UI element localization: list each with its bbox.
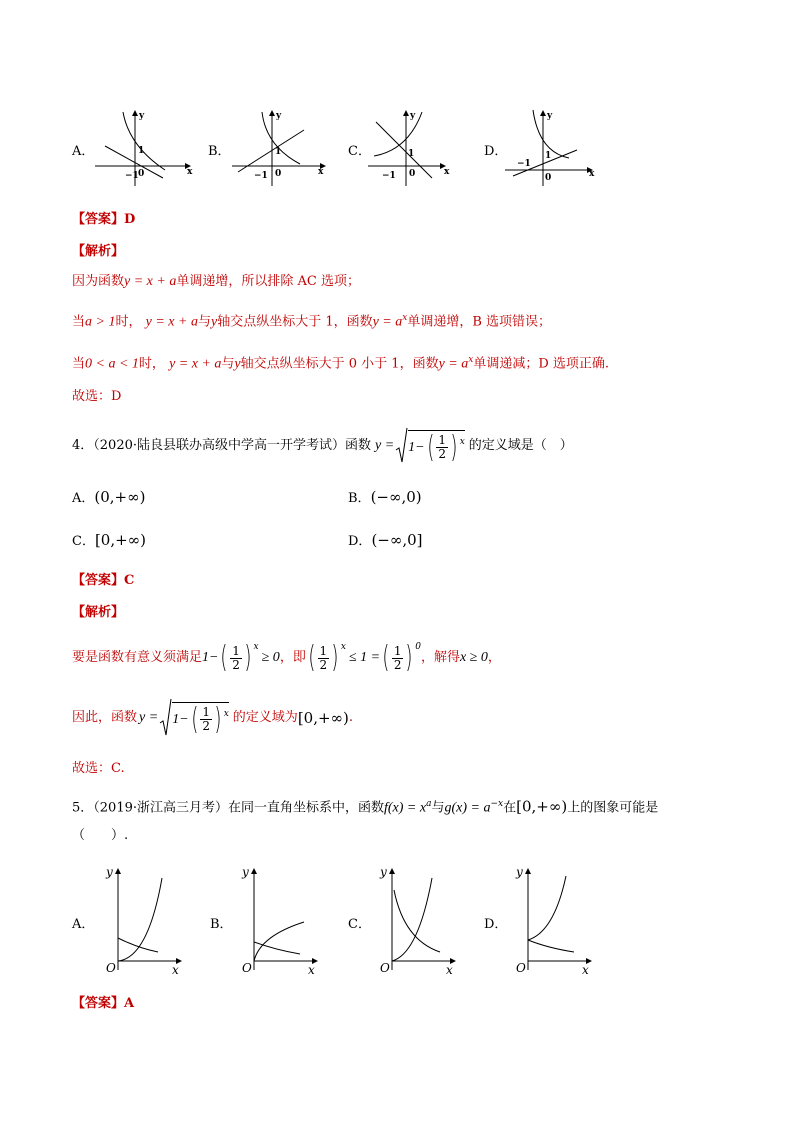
svg-text:y: y: [276, 111, 282, 121]
svg-text:1: 1: [408, 149, 415, 159]
q4-analysis-line-2: 因此，函数 y = 1− ( $\frac{1}{2}$ ) x 的定义域为 [0,+∞) .: [72, 698, 353, 738]
svg-text:y: y: [139, 111, 145, 121]
q4-option-a: A．(0,+∞): [72, 488, 146, 506]
sqrt-sign: [160, 699, 172, 737]
q3-analysis-tag: 【解析】: [72, 244, 125, 259]
q3-graph-a: [95, 108, 195, 188]
svg-text:x: x: [318, 167, 324, 177]
svg-text:y: y: [547, 111, 553, 121]
q5-stem-line-2: （ ）.: [72, 828, 129, 843]
svg-text:y: y: [410, 111, 416, 121]
q3-answer: [72, 208, 135, 227]
svg-text:x: x: [582, 963, 589, 977]
svg-text:0: 0: [275, 169, 282, 179]
q5-answer: 【答案】A: [72, 996, 135, 1011]
q4-stem: 4．（2020·陆良县联办高级中学高一开学考试）函数 y = 1− ( $\frac{1}{2}$ ) x 的定义域是（ ）: [72, 429, 573, 465]
q4-option-b: B．(−∞,0): [348, 488, 422, 506]
q5-option-a-label: A．: [72, 917, 95, 932]
q3-graph-c: [368, 108, 468, 188]
answer-tag: 【答案】: [72, 212, 125, 227]
q3-graph-b: [232, 108, 332, 188]
svg-text:1: 1: [138, 146, 145, 156]
q5-graph-b: [236, 862, 326, 977]
q3-graph-d: [505, 108, 605, 188]
q3-choose: 故选：D: [72, 389, 122, 404]
svg-text:O: O: [242, 961, 252, 975]
svg-text:x: x: [446, 963, 453, 977]
svg-text:x: x: [589, 169, 595, 179]
svg-text:x: x: [308, 963, 315, 977]
q5-graph-a: [100, 862, 190, 977]
svg-text:x: x: [172, 963, 179, 977]
q5-stem-line-1: 5．（2019·浙江高三月考）在同一直角坐标系中，函数$f(x) = x^a$与$g(x) = a^{-x}$在[0,+∞)上的图象可能是: [72, 797, 659, 816]
svg-text:0: 0: [138, 169, 145, 179]
q4-option-c: C．[0,+∞): [72, 531, 147, 549]
svg-text:−1: −1: [517, 159, 531, 169]
svg-text:1: 1: [545, 151, 552, 161]
svg-text:y: y: [516, 865, 523, 879]
q3-analysis-line-1: 因为函数y = x + a单调递增，所以排除 AC 选项；: [72, 274, 360, 289]
svg-text:O: O: [106, 961, 116, 975]
svg-text:1: 1: [275, 147, 282, 157]
q5-graph-c: [374, 862, 464, 977]
q5-graph-d: [510, 862, 600, 977]
q4-analysis-line-1: 要是函数有意义须满足 1− ( $\frac{1}{2}$ ) x ≥ 0 ，即 ( $\frac{1}{2}$ ) x ≤ 1 = ( $\frac{1}{2}$ ) 0 ，解得 x ≥ 0 ，: [72, 640, 501, 675]
svg-text:y: y: [380, 865, 387, 879]
svg-text:y: y: [106, 865, 113, 879]
q4-choose: 故选：C.: [72, 761, 125, 776]
q4-answer: 【答案】C: [72, 573, 135, 588]
svg-text:−1: −1: [254, 171, 268, 181]
q3-option-d-label: D．: [484, 144, 508, 159]
svg-text:O: O: [380, 961, 390, 975]
q3-analysis-line-3: 当0 < a < 1时， y = x + a与y轴交点纵坐标大于 0 小于 1，函数$y = a^x$单调递减；D 选项正确.: [72, 355, 610, 372]
svg-text:x: x: [187, 167, 193, 177]
svg-text:0: 0: [545, 173, 552, 183]
q4-option-d: D．(−∞,0]: [348, 531, 423, 549]
svg-text:x: x: [444, 167, 450, 177]
q3-option-a-label: A．: [72, 144, 95, 159]
svg-text:−1: −1: [125, 171, 139, 181]
svg-text:y: y: [242, 865, 249, 879]
q3-option-b-label: B．: [208, 144, 231, 159]
sqrt-sign: [396, 428, 408, 464]
q4-analysis-tag: 【解析】: [72, 605, 125, 620]
q3-option-c-label: C．: [348, 144, 371, 159]
svg-text:0: 0: [409, 169, 416, 179]
svg-text:O: O: [516, 961, 526, 975]
answer-value: D: [124, 212, 136, 227]
q5-option-c-label: C．: [348, 917, 371, 932]
svg-text:−1: −1: [382, 171, 396, 181]
q3-analysis-line-2: 当a > 1时， y = x + a与y轴交点纵坐标大于 1，函数$y = a^x$单调递增，B 选项错误；: [72, 313, 552, 330]
q5-option-d-label: D．: [484, 917, 508, 932]
q5-option-b-label: B．: [210, 917, 233, 932]
